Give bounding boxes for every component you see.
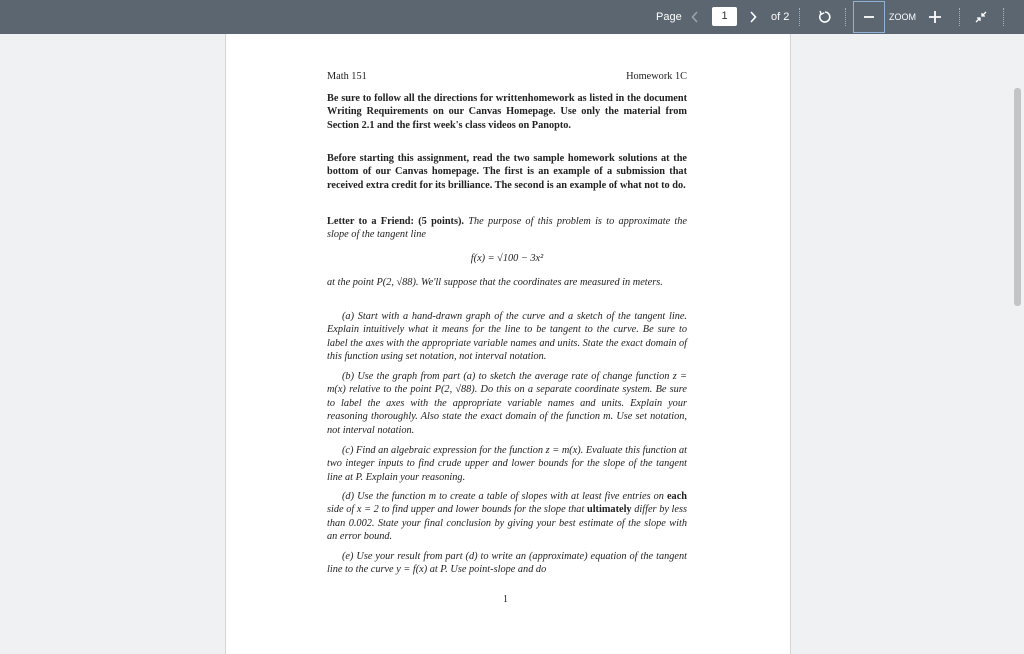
sample-homework-text: Before starting this assignment, read the two sample homework solutions at the bottom of our Canvas homepage. The first is an example of a submission that received extra credit for its brilliance. The second is an example of what not to do. [327,153,687,191]
part-d-text-3: differ by less than 0.002. State your final conclusion by giving your best estimate of the slope with an error bound. [327,504,687,543]
chevron-left-icon[interactable] [688,0,702,34]
instructions-paragraph [327,152,687,192]
directions-text: Be sure to follow all the directions for writtenhomework as listed in the document Writing Requirements on our Canvas Homepage. Use only the material from Section 2.1 and the first week's class videos on Panopto. [327,93,687,131]
zoom-label: ZOOM [889,12,916,22]
equation-text: f(x) = √100 − 3x² [470,253,544,264]
point-paragraph [327,276,687,289]
collapse-icon[interactable] [973,0,989,34]
part-a [327,310,687,364]
part-e-text: (e) Use your result from part (d) to write an (approximate) equation of the tangent line to the curve y = f(x) at P. Use point-slope and do [327,551,687,576]
part-d-text-2: side of x = 2 to find upper and lower bounds for the slope that [327,504,587,516]
vertical-scrollbar[interactable] [1014,88,1021,306]
part-d-text-1: (d) Use the function m to create a table of slopes with at least five entries on [342,491,667,502]
page-footer-number: 1 [503,594,508,605]
part-d-each: each [666,491,687,502]
problem-intro: The purpose of this problem is to approximate the slope of the tangent line [327,216,688,241]
part-d [327,490,687,544]
part-e [327,550,687,577]
point-text: at the point P(2, √88). We'll suppose that the coordinates are measured in meters. [327,277,663,288]
toolbar-divider [845,8,846,26]
pdf-toolbar [0,0,1024,34]
toolbar-divider [799,8,800,26]
toolbar-divider [959,8,960,26]
part-c-text: (c) Find an algebraic expression for the function z = m(x). Evaluate this function at two integer inputs to find crude upper and lower bounds for the slope of the tangent line at P. Explain your reasoning. [327,445,687,483]
intro-paragraph [327,92,687,132]
page-number-input[interactable]: 1 [712,7,737,26]
problem-title: Letter to a Friend: (5 points). [327,216,464,227]
course-name: Math 151 [327,71,367,82]
page-label: Page [656,11,682,23]
part-b-text: (b) Use the graph from part (a) to sketch the average rate of change function z = m(x) relative to the point P(2, √88). Do this on a separate coordinate system. Be sure to label the axes with the appropriate variable names and units. Explain your reasoning thoroughly. Also state the exact domain of the function m. Use set notation, not interval notation. [327,371,687,436]
part-a-text: (a) Start with a hand-drawn graph of the curve and a sketch of the tangent line. Explain intuitively what it means for the line to be tangent to the curve. Be sure to label the axes with the appropriate variable names and units. State the exact domain of this function using set notation, not interval notation. [327,311,687,363]
toolbar-divider [1003,8,1004,26]
part-b [327,370,687,437]
function-equation [327,252,687,265]
rotate-icon[interactable] [816,0,834,34]
part-d-ultimately: ultimately [586,504,632,516]
minus-icon[interactable] [862,0,876,34]
page-count: of 2 [771,11,790,23]
part-c [327,444,687,484]
problem-statement [327,215,687,242]
assignment-name: Homework 1C [626,71,687,82]
chevron-right-icon[interactable] [746,0,760,34]
plus-icon[interactable] [928,0,942,34]
